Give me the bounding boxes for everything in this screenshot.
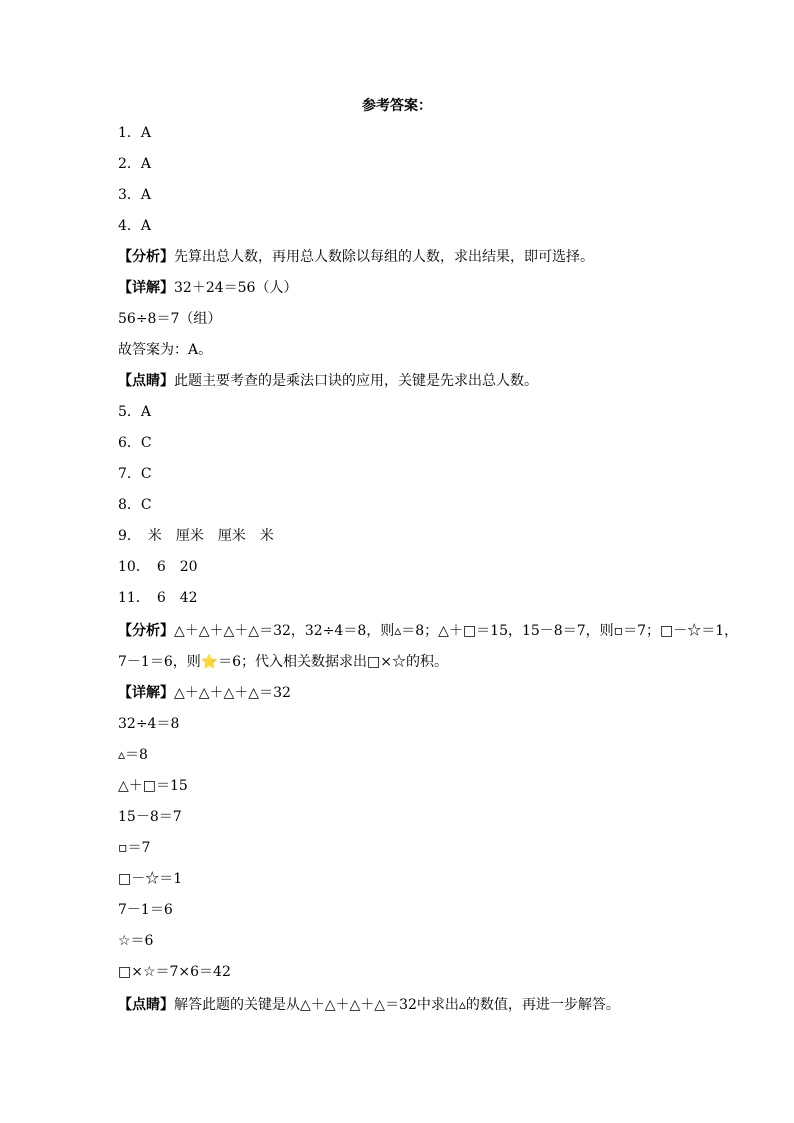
- comment-text: 解答此题的关键是从△＋△＋△＋△＝32中求出▵的数值，再进一步解答。: [174, 997, 620, 1013]
- q11-analysis-line-2: 7－1＝6，则⭐＝6；代入相关数据求出□×☆的积。: [118, 654, 449, 670]
- q11-analysis: [118, 620, 738, 642]
- answer-4: 4．A: [118, 218, 152, 234]
- q11-step-2: ▵＝8: [118, 747, 148, 763]
- answer-10: 10． 6 20: [118, 559, 198, 575]
- q11-comment: [118, 994, 620, 1016]
- q11-step-3: △＋□＝15: [118, 778, 188, 794]
- q11-step-6: □－☆＝1: [118, 871, 183, 887]
- q11-step-8: ☆＝6: [118, 933, 154, 949]
- answer-1: 1．A: [118, 125, 152, 141]
- answer-8: 8．C: [118, 497, 152, 513]
- q4-analysis: [118, 246, 594, 268]
- q11-detail: [118, 682, 291, 704]
- q4-detail: [118, 277, 297, 299]
- comment-text: 此题主要考查的是乘法口诀的应用，关键是先求出总人数。: [174, 373, 538, 389]
- q4-comment: [118, 370, 538, 392]
- answer-6: 6．C: [118, 435, 152, 451]
- q11-step-9: □×☆＝7×6＝42: [118, 964, 231, 980]
- comment-tag: 【点睛】: [118, 997, 174, 1013]
- q4-detail-line-2: 56÷8＝7（组）: [118, 311, 222, 327]
- detail-text: 32＋24＝56（人）: [174, 280, 298, 296]
- answer-5: 5．A: [118, 404, 152, 420]
- q11-step-5: ▫＝7: [118, 840, 151, 856]
- q11-step-4: 15－8＝7: [118, 809, 182, 825]
- answer-2: 2．A: [118, 156, 152, 172]
- comment-tag: 【点睛】: [118, 373, 174, 389]
- detail-tag: 【详解】: [118, 685, 174, 701]
- detail-tag: 【详解】: [118, 280, 174, 296]
- analysis-text: △＋△＋△＋△＝32，32÷4＝8，则▵＝8；△＋□＝15，15－8＝7，则▫＝7；□－☆＝1，: [174, 623, 739, 639]
- q11-step-7: 7－1＝6: [118, 902, 173, 918]
- page-title: 参考答案：: [362, 98, 432, 114]
- analysis-text: 先算出总人数，再用总人数除以每组的人数，求出结果，即可选择。: [174, 249, 594, 265]
- analysis-tag: 【分析】: [118, 249, 174, 265]
- answer-9: 9． 米 厘米 厘米 米: [118, 528, 274, 544]
- detail-text: △＋△＋△＋△＝32: [174, 685, 291, 701]
- answer-7: 7．C: [118, 466, 152, 482]
- q4-detail-line-3: 故答案为：A。: [118, 342, 213, 358]
- q11-step-1: 32÷4＝8: [118, 716, 180, 732]
- answer-11: 11． 6 42: [118, 590, 198, 606]
- analysis-tag: 【分析】: [118, 623, 174, 639]
- answer-3: 3．A: [118, 187, 152, 203]
